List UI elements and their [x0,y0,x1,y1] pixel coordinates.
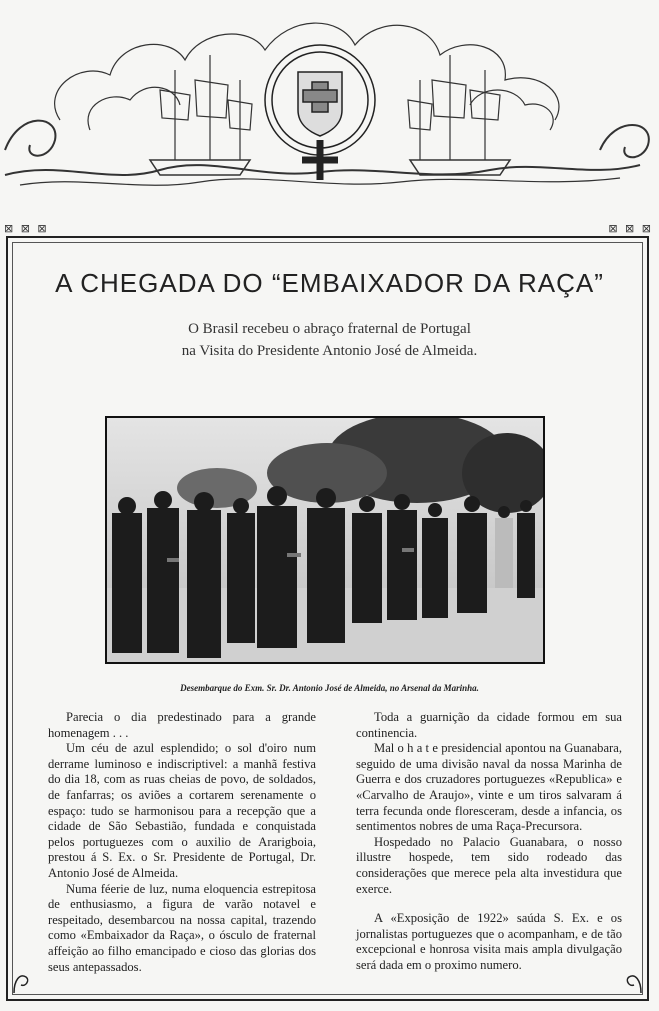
photograph [105,416,545,664]
paragraph: Hospedado no Palacio Guanabara, o nosso illustre hospede, tem sido rodeado das considerações que merece pela alta investidura que exerce. [356,834,622,896]
corner-ornament-icon [12,965,42,995]
subtitle-line-1: O Brasil recebeu o abraço fraternal de Portugal [188,321,471,337]
paragraph: Mal o h a t e presidencial apontou na Guanabara, seguido de uma divisão naval da nossa Marinha de Guerra e dos cruzadores portuguezes «Republica» e «Carvalho de Araujo», vinte e um tiros salvaram á terra fecunda onde floresceram, desde a infancia, os sentimentos nobres de uma Raça-Precursora. [356,741,622,834]
article-subtitle [0,318,659,362]
article-title: A CHEGADA DO “EMBAIXADOR DA RAÇA” [55,268,604,298]
paragraph: Um céu de azul esplendido; o sol d'oiro num derrame luminoso e indiscriptivel: a manhã festiva do dia 18, com as ruas cheias de povo, de soldados, de fanfarras; os aviões a cortarem serenamente o espaço: tudo se harmonisou para a recepção que a cidade de São Sebastião, fundada e conquistada pelos portuguezes com o auxilio de Ararigboia, prestou á S. Ex. o Sr. Presidente de Portugal, Dr. Antonio José de Almeida. [48,741,316,880]
ornament-right: ⊠ ⊠ ⊠ [608,222,653,235]
paragraph: A «Exposição de 1922» saúda S. Ex. e os jornalistas portuguezes que o acompanham, e de tão excepcional e honrosa visita mais ampla divulgação será dada em o proximo numero. [356,911,622,972]
photo-caption: Desembarque do Exm. Sr. Dr. Antonio José de Almeida, no Arsenal da Marinha. [180,683,479,693]
header-illustration [0,0,659,200]
paragraph: Toda a guarnição da cidade formou em sua continencia. [356,710,622,740]
ornament-left: ⊠ ⊠ ⊠ [4,222,49,235]
paragraph: Parecia o dia predestinado para a grande homenagem . . . [48,710,316,740]
right-column [356,710,622,974]
paragraph: Numa féerie de luz, numa eloquencia estrepitosa de enthusiasmo, a figura de varão notavel e respeitado, desembarcou na nossa capital, trazendo como «Embaixador da Raça», o ósculo de fraternal affeição ao filho emancipado e cioso das glorias dos seus antepassados. [48,881,316,974]
left-column [48,710,316,975]
photo-image [107,418,543,662]
subtitle-line-2: na Visita do Presidente Antonio José de Almeida. [181,343,478,359]
